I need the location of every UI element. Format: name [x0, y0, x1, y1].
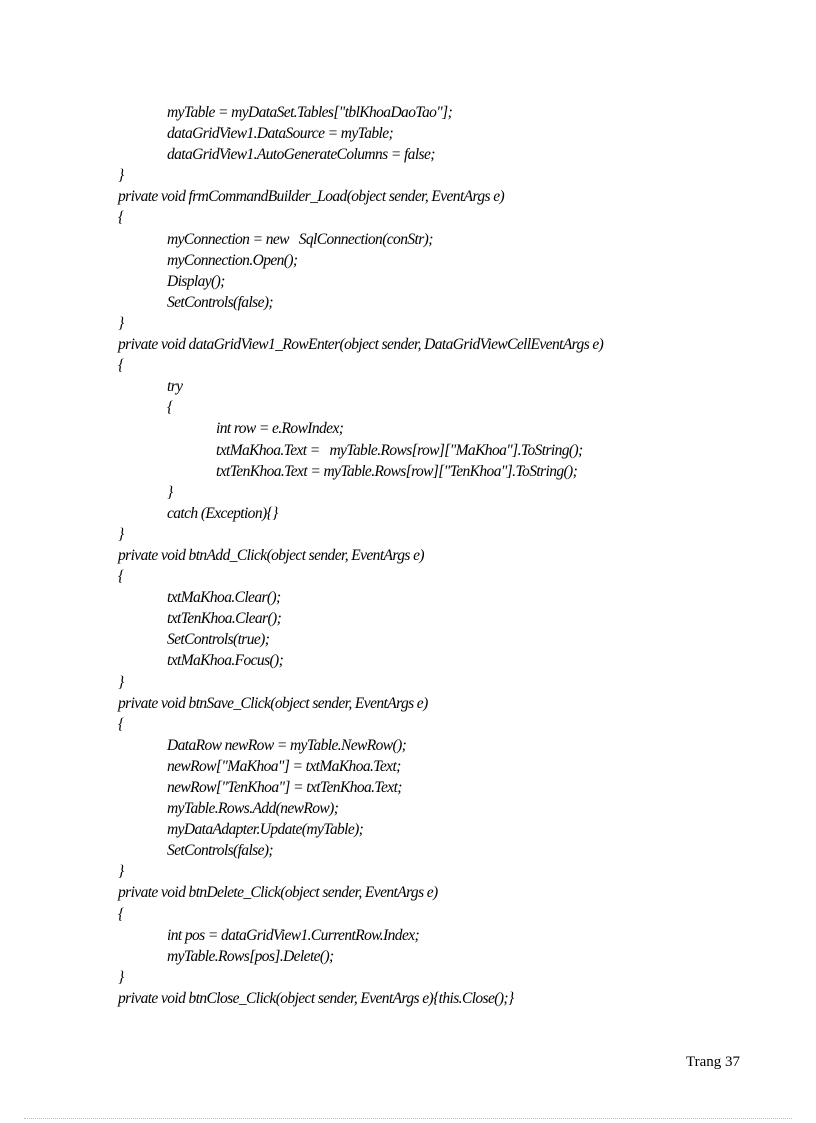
- code-line: try: [167, 378, 183, 396]
- code-line: txtMaKhoa.Focus();: [167, 652, 284, 670]
- code-line: newRow["TenKhoa"] = txtTenKhoa.Text;: [167, 779, 402, 796]
- code-line: myTable.Rows.Add(newRow);: [167, 800, 339, 818]
- footer-divider: [24, 1118, 792, 1119]
- code-line: }: [118, 314, 124, 332]
- code-line: {: [167, 399, 173, 417]
- code-line: private void btnAdd_Click(object sender, EventArgs e): [118, 546, 424, 564]
- code-line: private void btnDelete_Click(object sender, EventArgs e): [118, 884, 438, 902]
- code-line: myTable = myDataSet.Tables["tblKhoaDaoTao"];: [167, 104, 453, 121]
- code-line: myDataAdapter.Update(myTable);: [167, 821, 364, 839]
- code-line: private void btnClose_Click(object sender, EventArgs e){this.Close();}: [118, 989, 514, 1007]
- code-line: txtMaKhoa.Text = myTable.Rows[row]["MaKhoa"].ToString();: [216, 441, 583, 459]
- code-line: DataRow newRow = myTable.NewRow();: [167, 736, 407, 754]
- code-line: SetControls(false);: [167, 842, 273, 860]
- code-line: SetControls(true);: [167, 631, 270, 649]
- code-line: {: [118, 715, 124, 733]
- code-line: dataGridView1.DataSource = myTable;: [167, 125, 394, 143]
- code-line: {: [118, 568, 124, 586]
- code-line: newRow["MaKhoa"] = txtMaKhoa.Text;: [167, 757, 401, 775]
- code-line: catch (Exception){}: [167, 504, 278, 522]
- code-line: txtMaKhoa.Clear();: [167, 589, 281, 607]
- code-line: myConnection.Open();: [167, 251, 298, 269]
- code-line: }: [167, 483, 173, 501]
- code-line: {: [118, 209, 124, 227]
- code-line: int pos = dataGridView1.CurrentRow.Index;: [167, 926, 420, 944]
- code-line: }: [118, 968, 124, 986]
- code-line: }: [118, 673, 124, 691]
- code-line: myTable.Rows[pos].Delete();: [167, 947, 334, 965]
- code-line: }: [118, 167, 124, 185]
- page-number: Trang 37: [686, 1054, 741, 1070]
- code-line: }: [118, 525, 124, 543]
- code-line: txtTenKhoa.Text = myTable.Rows[row]["TenKhoa"].ToString();: [216, 462, 578, 480]
- code-line: }: [118, 863, 124, 881]
- code-line: int row = e.RowIndex;: [216, 420, 344, 438]
- code-line: Display();: [167, 272, 225, 290]
- code-line: private void btnSave_Click(object sender, EventArgs e): [118, 694, 428, 712]
- code-line: txtTenKhoa.Clear();: [167, 610, 282, 628]
- code-line: myConnection = new SqlConnection(conStr);: [167, 230, 433, 248]
- code-line: private void frmCommandBuilder_Load(object sender, EventArgs e): [118, 188, 505, 206]
- code-line: {: [118, 357, 124, 375]
- code-line: private void dataGridView1_RowEnter(object sender, DataGridViewCellEventArgs e): [118, 336, 604, 354]
- code-line: {: [118, 905, 124, 923]
- code-line: dataGridView1.AutoGenerateColumns = false;: [167, 146, 435, 164]
- code-listing: [0, 102, 816, 1009]
- code-line: SetControls(false);: [167, 293, 273, 311]
